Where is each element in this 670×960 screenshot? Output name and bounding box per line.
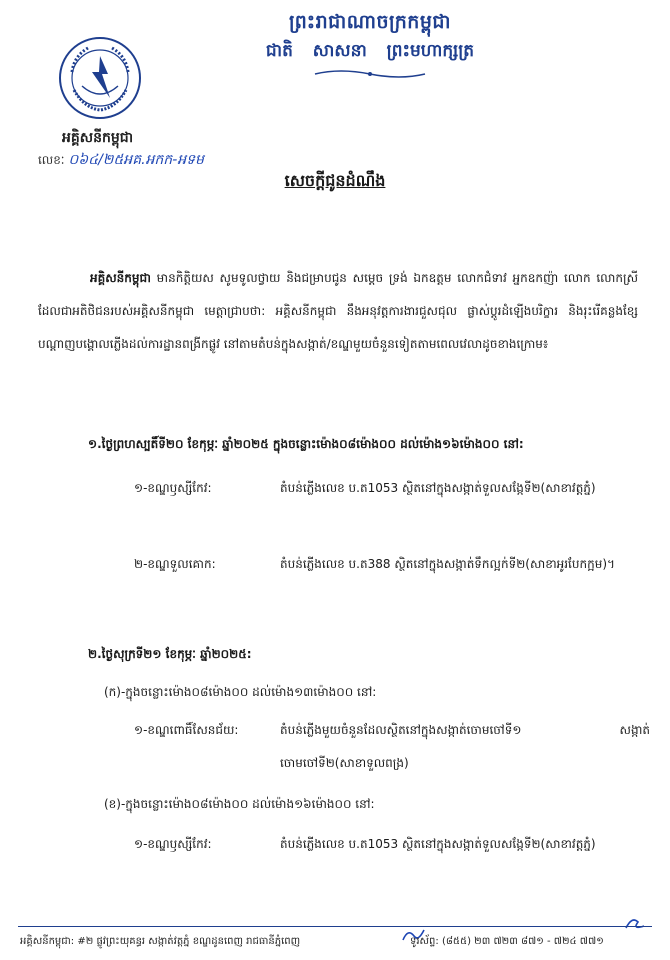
section-2a-row-text: តំបន់ភ្លើងមួយចំនួនដែលស្ថិតនៅក្នុងសង្កាត់ចោមចៅទី១ សង្កាត់ចោមចៅទី២(សាខាទួលពង្រ) <box>280 723 650 770</box>
section-1-row-2-text: តំបន់ភ្លើងលេខ ប.ត388 ស្ថិតនៅក្នុងសង្កាត់ទឹកល្អក់ទី២(សាខាអូរបែកក្អម)។ <box>280 557 615 571</box>
kingdom-title: ព្រះរាជាណាចក្រកម្ពុជា <box>289 11 451 33</box>
section-1-heading: ១.ថ្ងៃព្រហស្បតិ៍ទី២០ ខែកុម្ភៈ ឆ្នាំ២០២៥ ក្នុងចន្លោះម៉ោង០៨ម៉ោង០០ ដល់ម៉ោង១៦ម៉ោង០០ នៅ: <box>88 437 524 451</box>
section-2a-heading: (ក)-ក្នុងចន្លោះម៉ោង០៨ម៉ោង០០ ដល់ម៉ោង១៣ម៉ោង០០ នៅ: <box>104 685 377 699</box>
reference-prefix: លេខៈ <box>38 153 65 167</box>
section-1-row-2-label: ២-ខណ្ឌទួលគោក: <box>134 557 216 571</box>
intro-org-name: អគ្គិសនីកម្ពុជា <box>90 271 151 285</box>
section-1-row-1-text: តំបន់ភ្លើងលេខ ប.ត1053 ស្ថិតនៅក្នុងសង្កាត់ទួលសង្កែទី២(សាខាវត្តភ្នំ) <box>280 481 596 495</box>
national-motto: ជាតិ សាសនា ព្រះមហាក្សត្រ <box>265 41 475 61</box>
edc-logo-icon <box>58 36 142 120</box>
section-2b-row-label: ១-ខណ្ឌឫស្សីកែវ: <box>134 837 212 851</box>
ornament-divider <box>310 67 430 81</box>
footer-phone: ទូរស័ព្ទ: (៨៥៥) ២៣ ៧២៣ ៨៧១ - ៧២៤ ៧៧១ <box>410 936 604 947</box>
section-2a-row-label: ១-ខណ្ឌពោធិ៍សែនជ័យ: <box>134 723 239 737</box>
initial-mark-icon <box>622 914 648 934</box>
section-2-heading: ២.ថ្ងៃសុក្រទី២១ ខែកុម្ភៈ ឆ្នាំ២០២៥: <box>88 647 252 661</box>
kingdom-header <box>245 10 495 81</box>
intro-text: មានកិត្តិយស សូមទូលថ្វាយ និងជម្រាបជូន សម្តេច ទ្រង់ ឯកឧត្តម លោកជំទាវ អ្នកឧកញ៉ា លោក លោកស្រី ដែលជាអតិថិជនរបស់អគ្គិសនីកម្ពុជា មេត្តាជ្រាបថា: អគ្គិសនីកម្ពុជា នឹងអនុវត្តការងារជួសជុល ផ្លាស់ប្តូរដំឡើងបរិក្ខារ និងរុះរើគន្លងខ្សែបណ្តាញបង្គោលភ្លើងដល់ការដ្ឋានពង្រីកផ្លូវ នៅតាមតំបន់ក្នុងសង្កាត់/ខណ្ឌមួយចំនួនទៀតតាមពេលវេលាដូចខាងក្រោម៖ <box>38 271 638 351</box>
organization-name: អគ្គិសនីកម្ពុជា <box>62 130 134 146</box>
intro-paragraph <box>38 262 638 361</box>
footer-divider <box>18 926 652 927</box>
section-1-row-1-label: ១-ខណ្ឌឫស្សីកែវ: <box>134 481 212 495</box>
reference-value: ០៦៤/២៥អគ.អកក-អទម <box>68 152 204 168</box>
section-2b-heading: (ខ)-ក្នុងចន្លោះម៉ោង០៨ម៉ោង០០ ដល់ម៉ោង១៦ម៉ោង០០ នៅ: <box>104 797 375 811</box>
footer-address: អគ្គិសនីកម្ពុជា: #២ ផ្លូវព្រះយុគន្ធរ សង្កាត់វត្តភ្នំ ខណ្ឌដូនពេញ រាជធានីភ្នំពេញ <box>20 936 301 947</box>
reference-number <box>38 150 204 171</box>
section-2b-row-text: តំបន់ភ្លើងលេខ ប.ត1053 ស្ថិតនៅក្នុងសង្កាត់ទួលសង្កែទី២(សាខាវត្តភ្នំ) <box>280 837 596 851</box>
document-title: សេចក្តីជូនដំណឹង <box>284 171 386 190</box>
